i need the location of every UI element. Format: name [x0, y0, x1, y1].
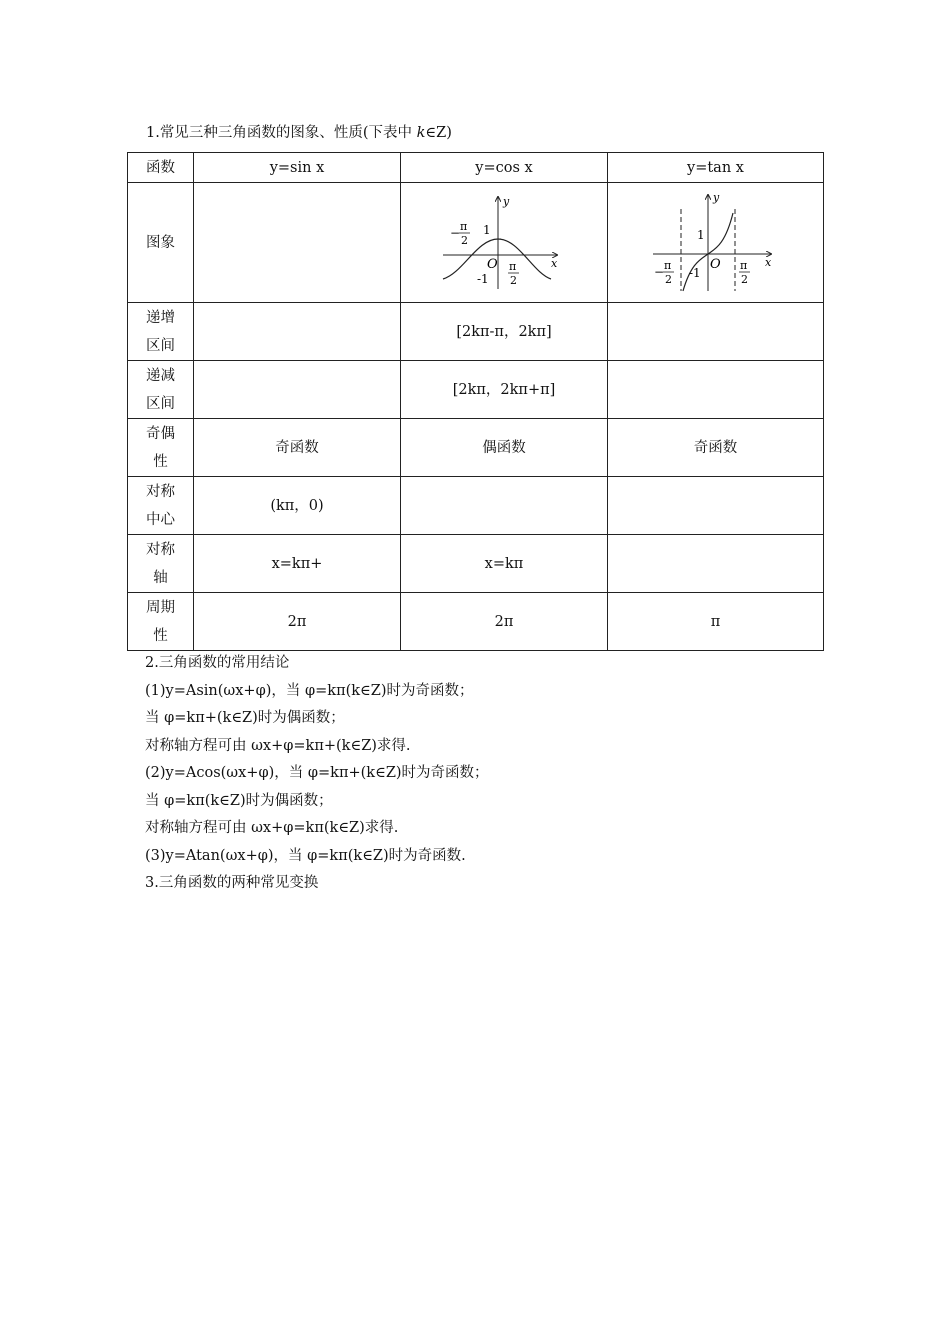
row-label: 对称 中心	[128, 477, 194, 535]
table-header-row	[128, 153, 824, 183]
table-row	[128, 419, 824, 477]
cos-cell: x=kπ	[401, 535, 608, 593]
table-row	[128, 593, 824, 651]
y-tick-one: 1	[696, 227, 705, 242]
row-label: 递减 区间	[128, 361, 194, 419]
conclusion-line: 当 φ=kπ(k∈Z)时为偶函数；	[145, 792, 333, 809]
y-tick-minus-one: -1	[477, 271, 489, 286]
tan-cell: 奇函数	[608, 419, 824, 477]
table-row	[128, 477, 824, 535]
cos-cell: [2kπ-π，2kπ]	[401, 303, 608, 361]
neg-two: 2	[461, 233, 468, 247]
neg-sign: −	[450, 225, 461, 240]
cos-cell: 偶函数	[401, 419, 608, 477]
row-label: 递增 区间	[128, 303, 194, 361]
x-axis-label: x	[764, 255, 771, 269]
sin-cell	[194, 361, 401, 419]
header-function-label: 函数	[128, 153, 194, 183]
pos-pi: π	[509, 259, 517, 273]
tan-cell: π	[608, 593, 824, 651]
conclusion-line: 对称轴方程可由 ωx+φ=kπ(k∈Z)求得.	[145, 820, 399, 836]
conclusion-line: 对称轴方程可由 ωx+φ=kπ+(k∈Z)求得.	[145, 737, 411, 754]
graph-row	[128, 183, 824, 303]
row-label: 周期 性	[128, 593, 194, 651]
sin-cell: x=kπ+	[194, 535, 401, 593]
conclusion-line: 当 φ=kπ+(k∈Z)时为偶函数；	[145, 710, 345, 726]
conclusion-line: (1)y=Asin(ωx+φ)，当 φ=kπ(k∈Z)时为奇函数；	[145, 682, 474, 699]
origin-label: O	[709, 256, 721, 272]
section-heading-2: 2.三角函数的常用结论	[145, 655, 290, 671]
section-heading-3: 3.三角函数的两种常见变换	[145, 875, 319, 891]
pos-two: 2	[510, 273, 517, 287]
trig-properties-table	[127, 152, 824, 651]
header-tan: y=tan x	[608, 153, 824, 183]
header-cos: y=cos x	[401, 153, 608, 183]
conclusion-line: (2)y=Acos(ωx+φ)，当 φ=kπ+(k∈Z)时为奇函数；	[145, 765, 489, 781]
pos-pi: π	[739, 258, 747, 272]
conclusions-block	[145, 650, 489, 898]
table-row	[128, 535, 824, 593]
tan-cell	[608, 361, 824, 419]
sin-cell	[194, 303, 401, 361]
sin-cell: 2π	[194, 593, 401, 651]
table-row	[128, 303, 824, 361]
neg-pi: π	[663, 258, 671, 272]
row-label: 奇偶 性	[128, 419, 194, 477]
y-tick-minus-one: -1	[688, 265, 701, 280]
conclusion-line: (3)y=Atan(ωx+φ)，当 φ=kπ(k∈Z)时为奇函数.	[145, 847, 466, 864]
tan-cell	[608, 477, 824, 535]
x-axis-label: x	[551, 256, 558, 270]
header-sin: y=sin x	[194, 153, 401, 183]
tan-cell	[608, 535, 824, 593]
heading-suffix: ∈Z)	[425, 125, 452, 141]
y-axis-label: y	[712, 192, 719, 204]
heading-prefix: 1.常见三种三角函数的图象、性质(下表中	[146, 125, 417, 141]
sin-cell: (kπ，0)	[194, 477, 401, 535]
cos-graph-cell	[401, 183, 608, 303]
neg-sign: −	[653, 264, 664, 279]
section-heading-1	[146, 121, 452, 142]
graph-row-label: 图象	[128, 183, 194, 303]
cos-cell	[401, 477, 608, 535]
cos-graph	[439, 193, 569, 293]
sin-graph-cell	[194, 183, 401, 303]
tan-cell	[608, 303, 824, 361]
y-tick-one: 1	[483, 222, 491, 237]
cos-cell: 2π	[401, 593, 608, 651]
cos-cell: [2kπ，2kπ+π]	[401, 361, 608, 419]
pos-two: 2	[740, 272, 748, 286]
tan-graph-cell	[608, 183, 824, 303]
neg-pi: π	[460, 219, 468, 233]
row-label: 对称 轴	[128, 535, 194, 593]
heading-variable: k	[416, 125, 426, 141]
table-row	[128, 361, 824, 419]
sin-cell: 奇函数	[194, 419, 401, 477]
y-axis-label: y	[503, 194, 510, 208]
neg-two: 2	[664, 272, 672, 286]
tan-graph	[651, 193, 781, 293]
origin-label: O	[487, 256, 498, 272]
